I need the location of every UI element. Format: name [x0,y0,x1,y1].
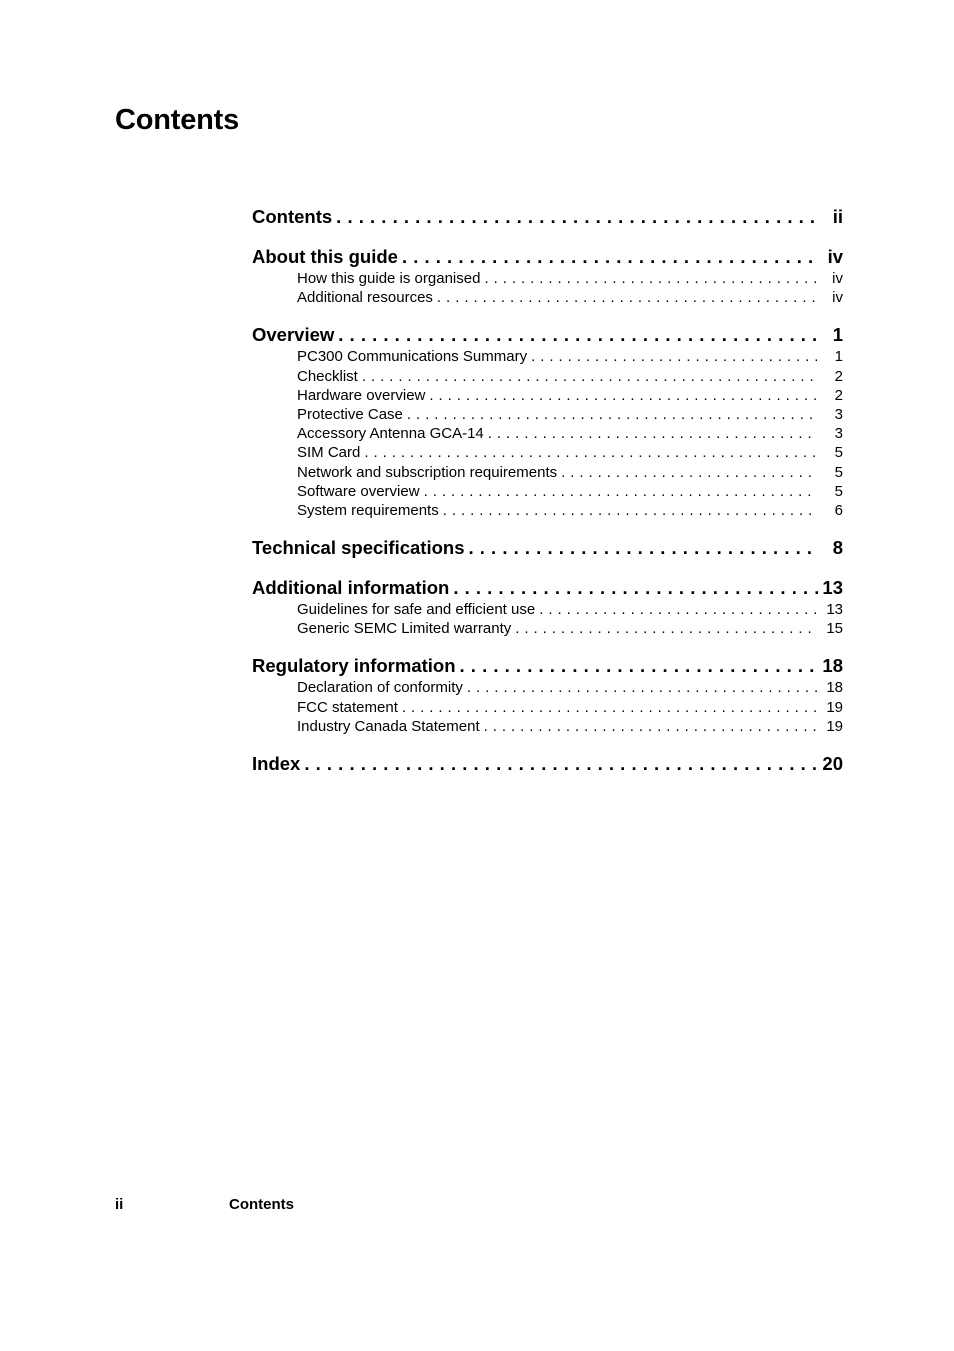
toc-item-page: 18 [826,679,843,697]
dot-leader [443,501,817,520]
dot-leader [484,717,817,736]
toc-item-title: How this guide is organised [297,270,481,287]
toc-item-entry[interactable] [252,463,843,482]
toc-item-entry[interactable] [252,678,843,697]
footer-title: Contents [229,1196,294,1213]
toc-item-entry[interactable] [252,288,843,307]
dot-leader [531,347,817,366]
toc-item-page: 2 [834,386,843,404]
footer-page-number: ii [115,1196,124,1213]
dot-leader [460,653,819,678]
toc-item-title: Checklist [297,367,358,385]
toc-item-entry[interactable] [252,269,843,288]
dot-leader [429,386,817,405]
toc-item-title: Hardware overview [297,386,426,404]
dot-leader [437,288,817,307]
toc-item-title: Additional resources [297,289,433,307]
dot-leader [488,424,817,443]
toc-section [252,244,843,307]
toc-item-title: Guidelines for safe and efficient use [297,601,536,619]
toc-section-entry[interactable] [252,322,843,347]
dot-leader [424,482,817,501]
toc-item-title: SIM Card [297,444,361,462]
table-of-contents [252,204,843,791]
toc-section [252,751,843,776]
toc-section [252,204,843,229]
toc-item-page: 2 [834,367,843,385]
dot-leader [338,322,819,347]
toc-item-entry[interactable] [252,424,843,443]
toc-item-entry[interactable] [252,717,843,736]
toc-section-entry[interactable] [252,204,843,229]
dot-leader [304,751,818,776]
toc-section-page: 18 [822,655,843,677]
toc-section-entry[interactable] [252,535,843,560]
toc-section-page: 20 [822,753,843,774]
toc-section-page: 1 [832,324,843,346]
toc-section-entry[interactable] [252,244,843,269]
toc-item-entry[interactable] [252,698,843,717]
toc-section-page: 8 [832,537,843,559]
toc-item-page: 3 [834,405,843,423]
toc-item-page: iv [832,289,843,307]
dot-leader [484,269,817,288]
toc-section [252,575,843,638]
toc-item-entry[interactable] [252,482,843,501]
dot-leader [539,600,817,619]
page-title: Contents [115,104,240,136]
toc-item-page: 5 [834,444,843,462]
toc-item-page: 6 [834,501,843,519]
toc-section [252,653,843,736]
toc-item-title: Protective Case [297,405,403,423]
toc-item-page: 19 [826,717,843,735]
toc-item-entry[interactable] [252,367,843,386]
dot-leader [468,535,819,560]
toc-item-title: System requirements [297,501,439,519]
toc-item-entry[interactable] [252,619,843,638]
toc-item-title: Network and subscription requirements [297,463,558,481]
toc-section-title: About this guide [252,246,398,267]
toc-item-entry[interactable] [252,600,843,619]
dot-leader [453,575,818,600]
toc-section-title: Technical specifications [252,537,465,559]
toc-section-entry[interactable] [252,575,843,600]
toc-item-entry[interactable] [252,405,843,424]
toc-item-title: Software overview [297,482,420,500]
toc-section-entry[interactable] [252,751,843,776]
toc-section-page: 13 [822,577,843,599]
dot-leader [336,204,819,229]
toc-section [252,322,843,520]
toc-section-title: Overview [252,324,335,346]
toc-item-entry[interactable] [252,347,843,366]
dot-leader [407,405,817,424]
toc-item-title: FCC statement [297,698,398,716]
dot-leader [467,678,817,697]
toc-section-page: ii [832,206,843,227]
toc-section-title: Additional information [252,577,450,599]
dot-leader [402,244,819,269]
toc-section [252,535,843,560]
toc-section-title: Contents [252,206,333,227]
toc-section-entry[interactable] [252,653,843,678]
toc-item-page: 15 [826,620,843,638]
toc-item-page: 3 [834,425,843,443]
toc-item-title: Generic SEMC Limited warranty [297,620,512,638]
toc-item-title: PC300 Communications Summary [297,348,528,366]
toc-item-page: 13 [826,601,843,619]
dot-leader [515,619,817,638]
toc-item-title: Industry Canada Statement [297,717,480,735]
dot-leader [561,463,817,482]
toc-item-page: 5 [834,463,843,481]
toc-item-page: 5 [834,482,843,500]
toc-item-entry[interactable] [252,443,843,462]
toc-section-title: Index [252,753,301,774]
toc-item-page: 1 [834,348,843,366]
toc-section-page: iv [827,246,843,267]
toc-item-title: Declaration of conformity [297,679,463,697]
dot-leader [362,367,817,386]
dot-leader [364,443,817,462]
dot-leader [402,698,817,717]
toc-item-page: iv [832,270,843,287]
toc-section-title: Regulatory information [252,655,456,677]
toc-item-page: 19 [826,698,843,716]
toc-item-entry[interactable] [252,386,843,405]
toc-item-entry[interactable] [252,501,843,520]
toc-item-title: Accessory Antenna GCA-14 [297,425,484,443]
